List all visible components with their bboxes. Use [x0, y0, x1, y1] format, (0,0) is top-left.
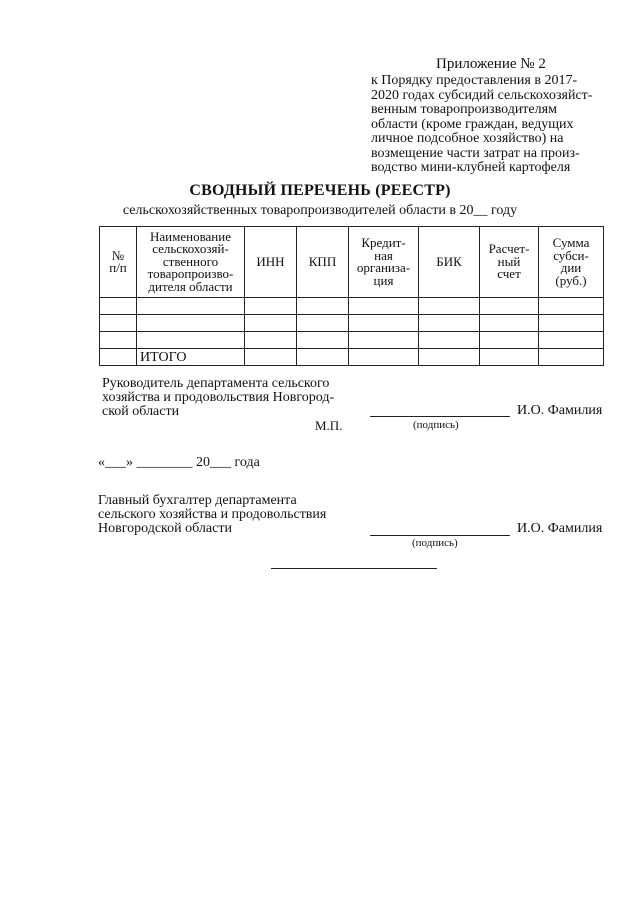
table-cell	[349, 298, 419, 315]
date-line: «___» ________ 20___ года	[98, 455, 260, 470]
table-cell	[297, 298, 349, 315]
table-cell	[419, 298, 480, 315]
accountant-signature-caption: (подпись)	[412, 537, 458, 549]
head-signature-name: И.О. Фамилия	[517, 403, 603, 418]
table-cell	[100, 332, 137, 349]
table-cell	[137, 315, 245, 332]
table-cell	[137, 332, 245, 349]
table-cell	[349, 349, 419, 366]
table-cell	[480, 349, 539, 366]
appendix-text: к Порядку предоставления в 2017- 2020 годах субсидий сельскохозяйст- венным товаропроизводителям области (кроме граждан, ведущих личное подсобное хозяйство) на возмещение части затрат на произ- водство мини-клубней картофеля	[371, 73, 593, 175]
table-cell	[245, 332, 297, 349]
table-cell	[419, 349, 480, 366]
table-cell	[419, 315, 480, 332]
table-cell	[419, 332, 480, 349]
table-cell	[349, 332, 419, 349]
header-subsidy-amount: Сумма субси- дии (руб.)	[539, 227, 604, 298]
table-cell	[100, 298, 137, 315]
header-account: Расчет- ный счет	[480, 227, 539, 298]
header-kpp: КПП	[297, 227, 349, 298]
table-cell	[245, 349, 297, 366]
table-cell	[297, 332, 349, 349]
table-cell	[137, 298, 245, 315]
total-label: ИТОГО	[137, 349, 245, 366]
table-cell	[100, 315, 137, 332]
header-producer-name: Наименование сельскохозяй- ственного товаропроизво- дителя области	[137, 227, 245, 298]
head-signature-line	[370, 416, 510, 417]
table-cell	[245, 315, 297, 332]
accountant-signature-name: И.О. Фамилия	[517, 521, 603, 536]
document-subtitle: сельскохозяйственных товаропроизводителей области в 20__ году	[122, 203, 518, 218]
table-header-row	[100, 227, 604, 298]
table-cell	[480, 315, 539, 332]
head-signature-title: Руководитель департамента сельского хозяйства и продовольствия Новгород- ской области	[102, 376, 335, 419]
accountant-signature-title: Главный бухгалтер департамента сельского хозяйства и продовольствия Новгородской области	[98, 493, 327, 536]
table-cell	[297, 349, 349, 366]
table-cell	[297, 315, 349, 332]
table-cell	[539, 298, 604, 315]
table-cell	[539, 315, 604, 332]
table-row	[100, 298, 604, 315]
table-row	[100, 332, 604, 349]
document-title: СВОДНЫЙ ПЕРЕЧЕНЬ (РЕЕСТР)	[189, 182, 451, 199]
header-number: № п/п	[100, 227, 137, 298]
table-row	[100, 315, 604, 332]
table-cell	[349, 315, 419, 332]
closing-rule	[271, 568, 437, 569]
header-bik: БИК	[419, 227, 480, 298]
table-total-row	[100, 349, 604, 366]
accountant-signature-line	[370, 535, 510, 536]
seal-label: М.П.	[315, 418, 343, 433]
head-signature-caption: (подпись)	[413, 419, 459, 431]
header-inn: ИНН	[245, 227, 297, 298]
table-cell	[539, 332, 604, 349]
table-cell	[480, 332, 539, 349]
table-cell	[100, 349, 137, 366]
table-cell	[480, 298, 539, 315]
appendix-title: Приложение № 2	[436, 56, 546, 72]
header-credit-organization: Кредит- ная организа- ция	[349, 227, 419, 298]
table-cell	[245, 298, 297, 315]
table-cell	[539, 349, 604, 366]
registry-table	[99, 226, 604, 366]
